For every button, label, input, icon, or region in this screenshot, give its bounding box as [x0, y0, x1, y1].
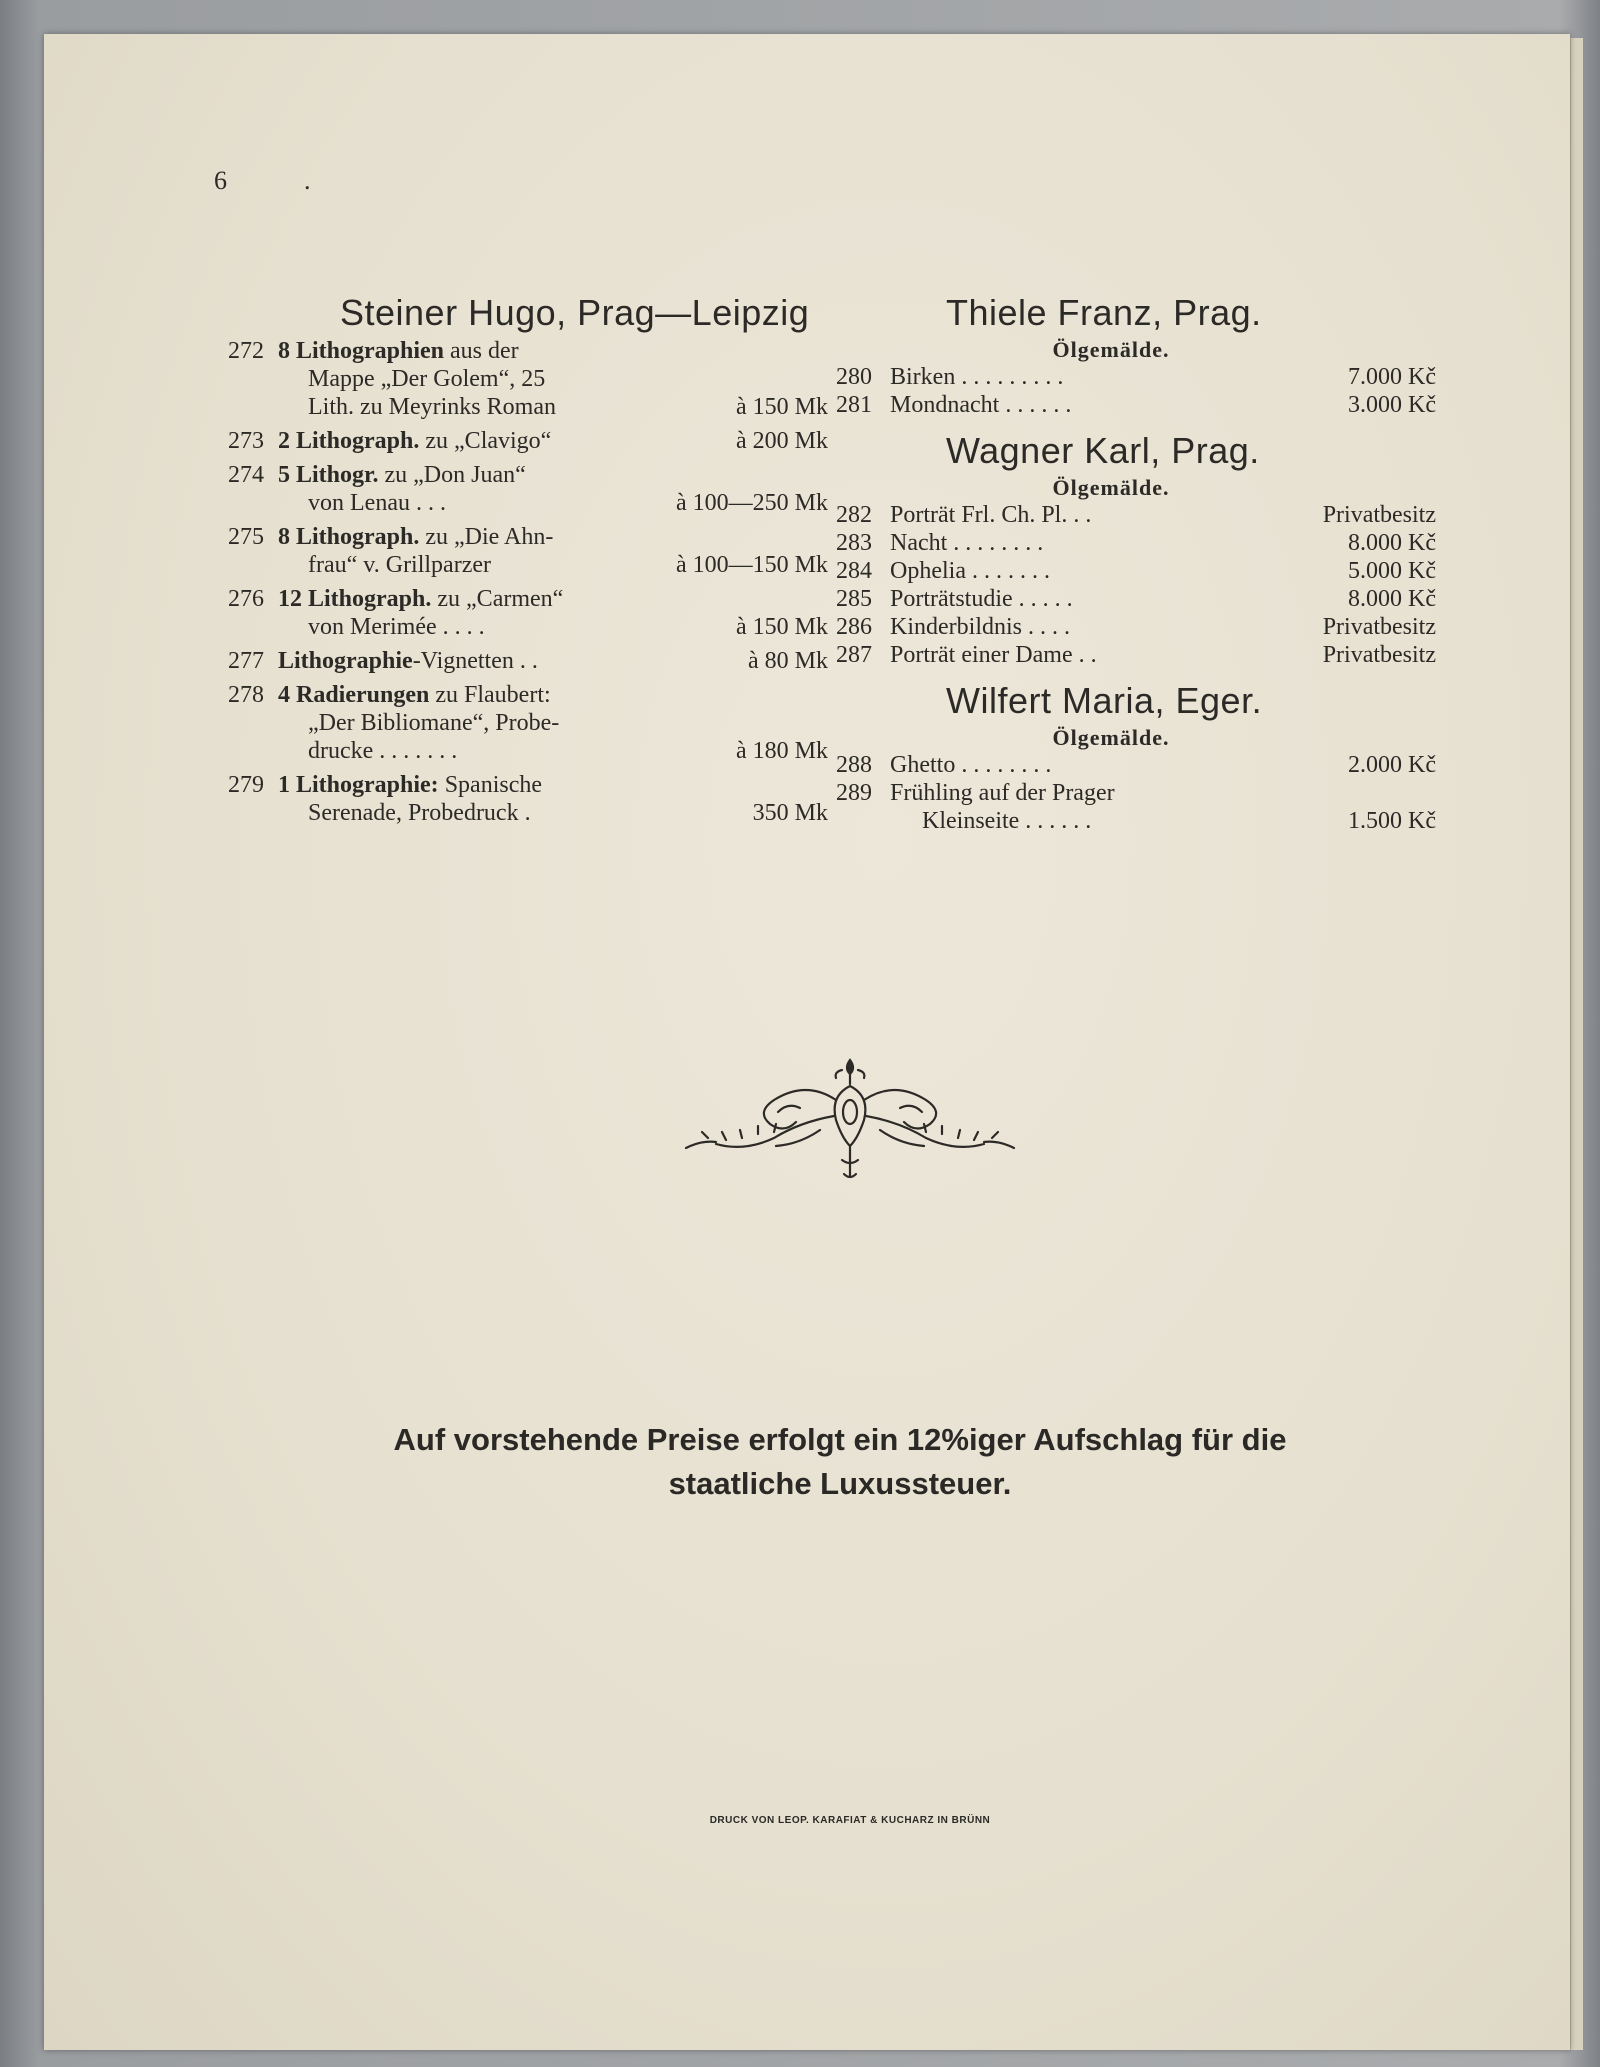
artist-heading: Thiele Franz, Prag.	[946, 292, 1262, 333]
entry-price: 2.000 Kč	[1348, 752, 1436, 778]
entry-title: Porträt Frl. Ch. Pl. . .	[890, 502, 1092, 528]
artist-heading: Steiner Hugo, Prag—Leipzig	[340, 292, 810, 333]
entry-title: Frühling auf der Prager	[890, 780, 1115, 806]
artist-section	[836, 678, 1436, 836]
entry-number: 283	[836, 530, 872, 556]
entry-price: Privatbesitz	[1322, 614, 1436, 640]
entry-plain-text: zu „Don Juan“	[378, 462, 526, 488]
entry-line	[228, 366, 828, 394]
entry-line	[228, 800, 828, 828]
catalog-entry-286	[836, 614, 1436, 642]
entry-price: à 100—250 Mk	[676, 490, 828, 516]
entry-text	[278, 524, 553, 550]
catalog-entry-288	[836, 752, 1436, 780]
entry-text	[308, 738, 457, 764]
entry-text	[308, 366, 545, 392]
entry-line	[228, 552, 828, 580]
entry-text	[308, 614, 485, 640]
entry-text	[308, 394, 556, 420]
catalog-entry-289	[836, 780, 1436, 808]
entry-line	[228, 738, 828, 766]
entry-title: Birken . . . . . . . . .	[890, 364, 1064, 390]
entry-number: 275	[228, 524, 264, 550]
entry-plain-text: zu „Clavigo“	[419, 428, 552, 454]
right-column	[836, 290, 1436, 844]
entry-number: 286	[836, 614, 872, 640]
entry-line	[228, 462, 828, 490]
catalog-entry-279	[228, 772, 828, 828]
entry-title: Ophelia . . . . . . .	[890, 558, 1050, 584]
entry-number: 280	[836, 364, 872, 390]
entry-plain-text: drucke . . . . . . .	[308, 738, 458, 764]
entry-number: 281	[836, 392, 872, 418]
entry-number: 289	[836, 780, 872, 806]
entry-bold-text: 12 Lithograph.	[278, 586, 432, 612]
printer-imprint: DRUCK VON LEOP. KARAFIAT & KUCHARZ IN BRÜNN	[709, 1815, 991, 1826]
entry-plain-text: zu „Die Ahn-	[419, 524, 554, 550]
entry-price: à 150 Mk	[736, 394, 828, 420]
medium-subheading: Ölgemälde.	[1052, 475, 1170, 500]
catalog-entry-276	[228, 586, 828, 642]
entry-bold-text: 8 Lithograph.	[278, 524, 420, 550]
catalog-entry-281	[836, 392, 1436, 420]
right-section-list	[836, 290, 1436, 836]
entry-title: Kinderbildnis . . . .	[890, 614, 1070, 640]
artist-heading: Wagner Karl, Prag.	[946, 430, 1260, 471]
entry-price: à 80 Mk	[748, 648, 828, 674]
entry-price: 7.000 Kč	[1348, 364, 1436, 390]
left-entry-list	[228, 338, 828, 828]
entry-number: 282	[836, 502, 872, 528]
entry-price: 8.000 Kč	[1348, 586, 1436, 612]
entry-title: Ghetto . . . . . . . .	[890, 752, 1052, 778]
catalog-entry-continued	[836, 808, 1436, 836]
entry-plain-text: frau“ v. Grillparzer	[308, 552, 491, 578]
entry-plain-text: „Der Bibliomane“, Probe-	[308, 710, 560, 736]
entry-price: 8.000 Kč	[1348, 530, 1436, 556]
entry-number: 285	[836, 586, 872, 612]
medium-subheading: Ölgemälde.	[1052, 337, 1170, 362]
catalog-entry-283	[836, 530, 1436, 558]
entry-bold-text: 8 Lithographien	[278, 338, 445, 364]
entry-plain-text: zu „Carmen“	[431, 586, 564, 612]
entry-line	[228, 772, 828, 800]
entry-number: 274	[228, 462, 264, 488]
entry-text	[308, 710, 559, 736]
entry-price: à 100—150 Mk	[676, 552, 828, 578]
entry-plain-text: zu Flaubert:	[429, 682, 551, 708]
entry-plain-text: Lith. zu Meyrinks Roman	[308, 394, 556, 420]
entry-bold-text: Lithographie	[278, 648, 413, 674]
entry-bold-text: 5 Lithogr.	[278, 462, 379, 488]
entry-text	[278, 338, 519, 364]
entry-line	[228, 490, 828, 518]
entry-plain-text: Serenade, Probedruck .	[308, 800, 531, 826]
entry-text	[308, 800, 531, 826]
entry-number: 272	[228, 338, 264, 364]
entry-text	[278, 772, 542, 798]
entry-number: 284	[836, 558, 872, 584]
entry-title: Kleinseite . . . . . .	[922, 808, 1092, 834]
entry-price: à 200 Mk	[736, 428, 828, 454]
entry-line	[228, 428, 828, 456]
entry-bold-text: 2 Lithograph.	[278, 428, 420, 454]
entry-text	[278, 648, 538, 674]
catalog-entry-284	[836, 558, 1436, 586]
entry-title: Porträt einer Dame . .	[890, 642, 1097, 668]
entry-plain-text: aus der	[444, 338, 519, 364]
entry-line	[228, 338, 828, 366]
entry-price: Privatbesitz	[1322, 502, 1436, 528]
entry-line	[228, 648, 828, 676]
entry-text	[278, 586, 563, 612]
entry-number: 276	[228, 586, 264, 612]
catalog-entry-274	[228, 462, 828, 518]
entry-number: 279	[228, 772, 264, 798]
entry-text	[278, 682, 551, 708]
catalog-entry-287	[836, 642, 1436, 670]
entry-plain-text: Mappe „Der Golem“, 25	[308, 366, 546, 392]
entry-number: 288	[836, 752, 872, 778]
entry-price: 5.000 Kč	[1348, 558, 1436, 584]
page-number: 6	[214, 166, 227, 195]
medium-subheading: Ölgemälde.	[1052, 725, 1170, 750]
artist-heading: Wilfert Maria, Eger.	[946, 680, 1263, 721]
tax-notice	[260, 1418, 1420, 1506]
entry-price: 350 Mk	[752, 800, 828, 826]
entry-plain-text: von Lenau . . .	[308, 490, 446, 516]
entry-line	[228, 394, 828, 422]
tax-notice-line-1: Auf vorstehende Preise erfolgt ein 12%iger Aufschlag für die	[393, 1422, 1287, 1457]
entry-plain-text: von Merimée . . . .	[308, 614, 485, 640]
entry-title: Mondnacht . . . . . .	[890, 392, 1072, 418]
catalog-entry-277	[228, 648, 828, 676]
entry-line	[228, 682, 828, 710]
catalog-entry-280	[836, 364, 1436, 392]
entry-bold-text: 4 Radierungen	[278, 682, 430, 708]
entry-line	[228, 614, 828, 642]
catalog-entry-278	[228, 682, 828, 766]
entry-price: 3.000 Kč	[1348, 392, 1436, 418]
page-mark: .	[304, 166, 311, 195]
catalog-entry-275	[228, 524, 828, 580]
entry-bold-text: 1 Lithographie:	[278, 772, 439, 798]
entry-plain-text: Spanische	[438, 772, 542, 798]
entry-text	[308, 552, 491, 578]
entry-text	[308, 490, 446, 516]
entry-number: 287	[836, 642, 872, 668]
left-column	[228, 290, 828, 834]
entry-title: Porträtstudie . . . . .	[890, 586, 1073, 612]
catalog-entry-273	[228, 428, 828, 456]
entry-price: à 180 Mk	[736, 738, 828, 764]
entry-line	[228, 524, 828, 552]
entry-number: 277	[228, 648, 264, 674]
entry-price: à 150 Mk	[736, 614, 828, 640]
tax-notice-line-2: staatliche Luxussteuer.	[668, 1466, 1012, 1501]
catalog-entry-272	[228, 338, 828, 422]
entry-number: 273	[228, 428, 264, 454]
catalog-entry-282	[836, 502, 1436, 530]
entry-text	[278, 462, 526, 488]
entry-price: Privatbesitz	[1322, 642, 1436, 668]
artist-section	[836, 290, 1436, 420]
artist-section	[836, 428, 1436, 670]
entry-text	[278, 428, 551, 454]
entry-number: 278	[228, 682, 264, 708]
ornament-icon	[680, 1050, 1020, 1190]
entry-line	[228, 710, 828, 738]
entry-plain-text: -Vignetten . .	[412, 648, 538, 674]
entry-line	[228, 586, 828, 614]
entry-price: 1.500 Kč	[1348, 808, 1436, 834]
page-edge	[1570, 38, 1583, 2050]
entry-title: Nacht . . . . . . . .	[890, 530, 1044, 556]
catalog-entry-285	[836, 586, 1436, 614]
